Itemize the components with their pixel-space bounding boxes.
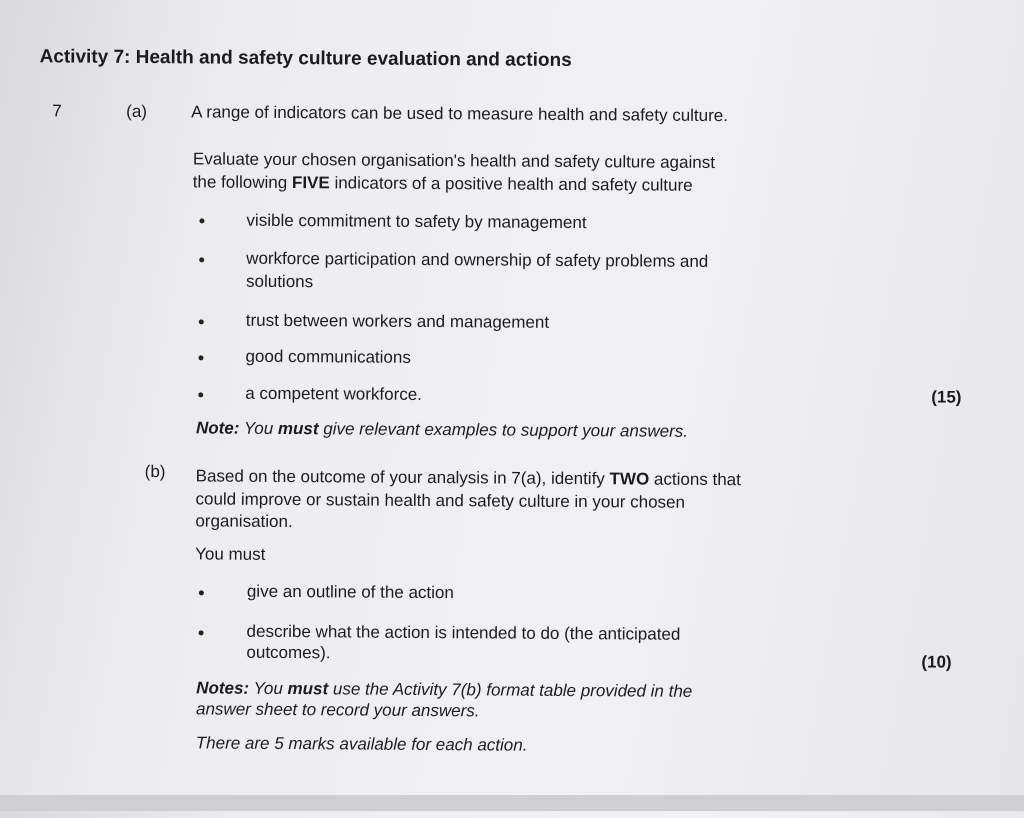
part-b-line-3: organisation. <box>195 511 293 532</box>
bullet-icon <box>198 355 203 360</box>
evaluate-line-1: Evaluate your chosen organisation's health and safety culture against <box>192 149 716 172</box>
indicator-item: trust between workers and management <box>245 310 550 332</box>
activity-title: Activity 7: Health and safety culture evaluation and actions <box>39 46 572 71</box>
marks-note: There are 5 marks available for each action. <box>195 733 528 755</box>
bullet-icon <box>199 257 204 262</box>
action-item: give an outline of the action <box>246 581 454 603</box>
bullet-icon <box>198 392 203 397</box>
action-item: describe what the action is intended to do (the anticipated <box>246 621 681 644</box>
page-bottom-edge <box>0 795 1024 811</box>
indicator-item: good communications <box>245 346 411 367</box>
indicator-item: visible commitment to safety by management <box>246 210 587 233</box>
part-a-marks: (15) <box>931 387 962 407</box>
part-a-label: (a) <box>126 101 148 122</box>
evaluate-line-2: the following FIVE indicators of a positive health and safety culture <box>192 172 693 195</box>
part-a-note: Note: You must give relevant examples to support your answers. <box>195 418 689 441</box>
action-item-continued: outcomes). <box>246 642 331 663</box>
bullet-icon <box>199 590 204 595</box>
part-b-notes: Notes: You must use the Activity 7(b) format table provided in the <box>196 678 693 701</box>
part-b-label: (b) <box>144 462 166 482</box>
bullet-icon <box>199 630 204 635</box>
part-a-intro: A range of indicators can be used to measure health and safety culture. <box>191 102 729 126</box>
bullet-icon <box>199 218 204 223</box>
you-must: You must <box>195 544 266 564</box>
part-b-line-2: could improve or sustain health and safety culture in your chosen <box>195 489 686 512</box>
indicator-item-continued: solutions <box>245 271 314 292</box>
indicator-item: a competent workforce. <box>245 383 423 404</box>
indicator-item: workforce participation and ownership of safety problems and <box>246 248 709 271</box>
part-b-notes-line-2: answer sheet to record your answers. <box>195 699 480 721</box>
bullet-icon <box>199 319 204 324</box>
part-b-line-1: Based on the outcome of your analysis in 7(a), identify TWO actions that <box>195 466 741 490</box>
part-b-marks: (10) <box>921 652 952 672</box>
question-number: 7 <box>52 101 62 121</box>
